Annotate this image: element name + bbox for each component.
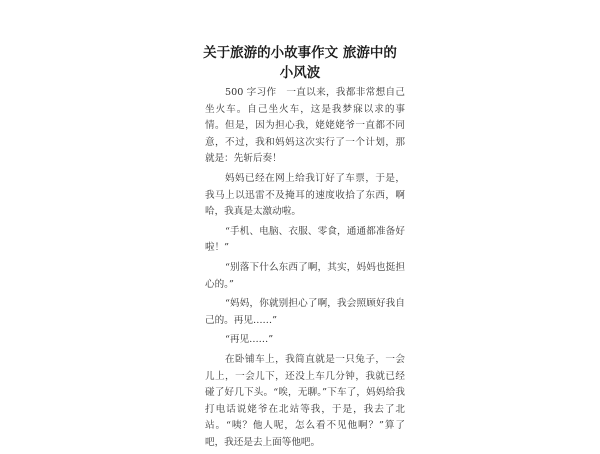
article-paragraph: “别落下什么东西了啊，其实，妈妈也挺担心的。” — [205, 261, 405, 290]
article-paragraph: “手机、电脑、衣服、零食，通通都准备好啦！” — [205, 225, 405, 254]
article-body — [205, 85, 405, 454]
article-title: 关于旅游的小故事作文 旅游中的小风波 — [203, 45, 397, 82]
article-paragraph: 500 字习作 一直以来，我都非常想自己坐火车。自己坐火车，这是我梦寐以求的事情。但是，因为担心我，姥姥姥爷一直都不同意，不过，我和妈妈这次实行了一个计划，那就是：先斩后奏！ — [205, 87, 405, 165]
article-paragraph: 妈妈已经在网上给我订好了车票，于是，我马上以迅雷不及掩耳的速度收拾了东西，啊哈，我真是太激动啦。 — [205, 172, 405, 218]
article-paragraph: “妈妈，你就别担心了啊，我会照顾好我自己的。再见……” — [205, 298, 405, 326]
article-paragraph: 在卧铺车上，我简直就是一只兔子，一会儿上，一会儿下，还没上车几分钟，我就已经碰了好几下头。“唉，无聊。”下车了，妈妈给我打电话说姥爷在北站等我，于是，我去了北站。“咦？他人呢，怎么看不见他啊？”算了吧，我还是去上面等他吧。 — [205, 353, 405, 448]
article-paragraph: “再见……” — [225, 334, 274, 346]
